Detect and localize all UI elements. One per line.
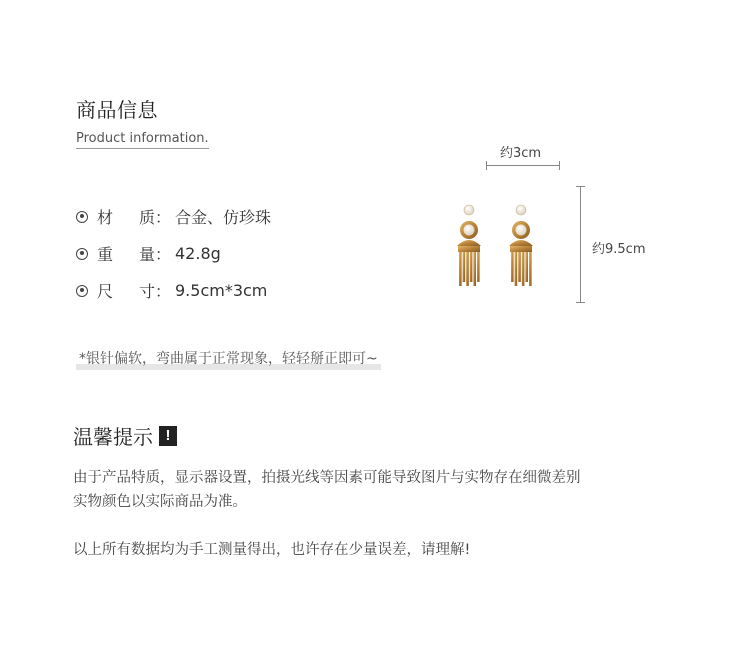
width-dimension-line	[486, 165, 560, 166]
spec-key	[97, 242, 171, 265]
height-dimension-line	[580, 186, 581, 303]
tips-title	[73, 421, 177, 450]
spec-row-size	[76, 272, 271, 309]
spec-value-weight: 42.8g	[175, 244, 221, 263]
tips-paragraph-1-line-1: 由于产品特质，显示器设置，拍摄光线等因素可能导致图片与实物存在细微差别	[73, 470, 581, 486]
spec-value-material: 合金、仿珍珠	[175, 208, 272, 227]
product-info-subtitle: Product information.	[76, 131, 209, 149]
width-dimension-label: 约3cm	[500, 146, 542, 161]
spec-key-left: 重	[97, 245, 114, 264]
spec-key-right: 质：	[138, 208, 171, 227]
spec-key-left: 尺	[97, 282, 114, 301]
exclamation-icon: !	[159, 426, 177, 446]
spec-key-right: 寸：	[138, 282, 171, 301]
spec-key-left: 材	[97, 208, 114, 227]
spec-key	[97, 279, 171, 302]
height-dimension-label: 约9.5cm	[592, 242, 646, 257]
bullet-icon	[76, 248, 88, 260]
tips-title-text: 温馨提示	[73, 425, 153, 449]
spec-key	[97, 205, 171, 228]
tips-paragraph-1-line-2: 实物颜色以实际商品为准。	[73, 494, 247, 510]
spec-row-weight	[76, 235, 271, 272]
spec-key-right: 量：	[138, 245, 171, 264]
care-note: *银针偏软，弯曲属于正常现象，轻轻掰正即可~	[76, 348, 381, 370]
product-info-title: 商品信息	[76, 98, 158, 122]
tips-paragraph-1	[73, 466, 581, 514]
spec-row-material	[76, 198, 271, 235]
spec-value-size: 9.5cm*3cm	[175, 281, 268, 300]
bullet-icon	[76, 211, 88, 223]
earrings-image	[454, 198, 554, 290]
bullet-icon	[76, 285, 88, 297]
left-earring	[457, 205, 481, 286]
tips-paragraph-2: 以上所有数据均为手工测量得出，也许存在少量误差，请理解!	[73, 542, 471, 558]
right-earring	[509, 205, 533, 286]
spec-list	[76, 198, 271, 309]
